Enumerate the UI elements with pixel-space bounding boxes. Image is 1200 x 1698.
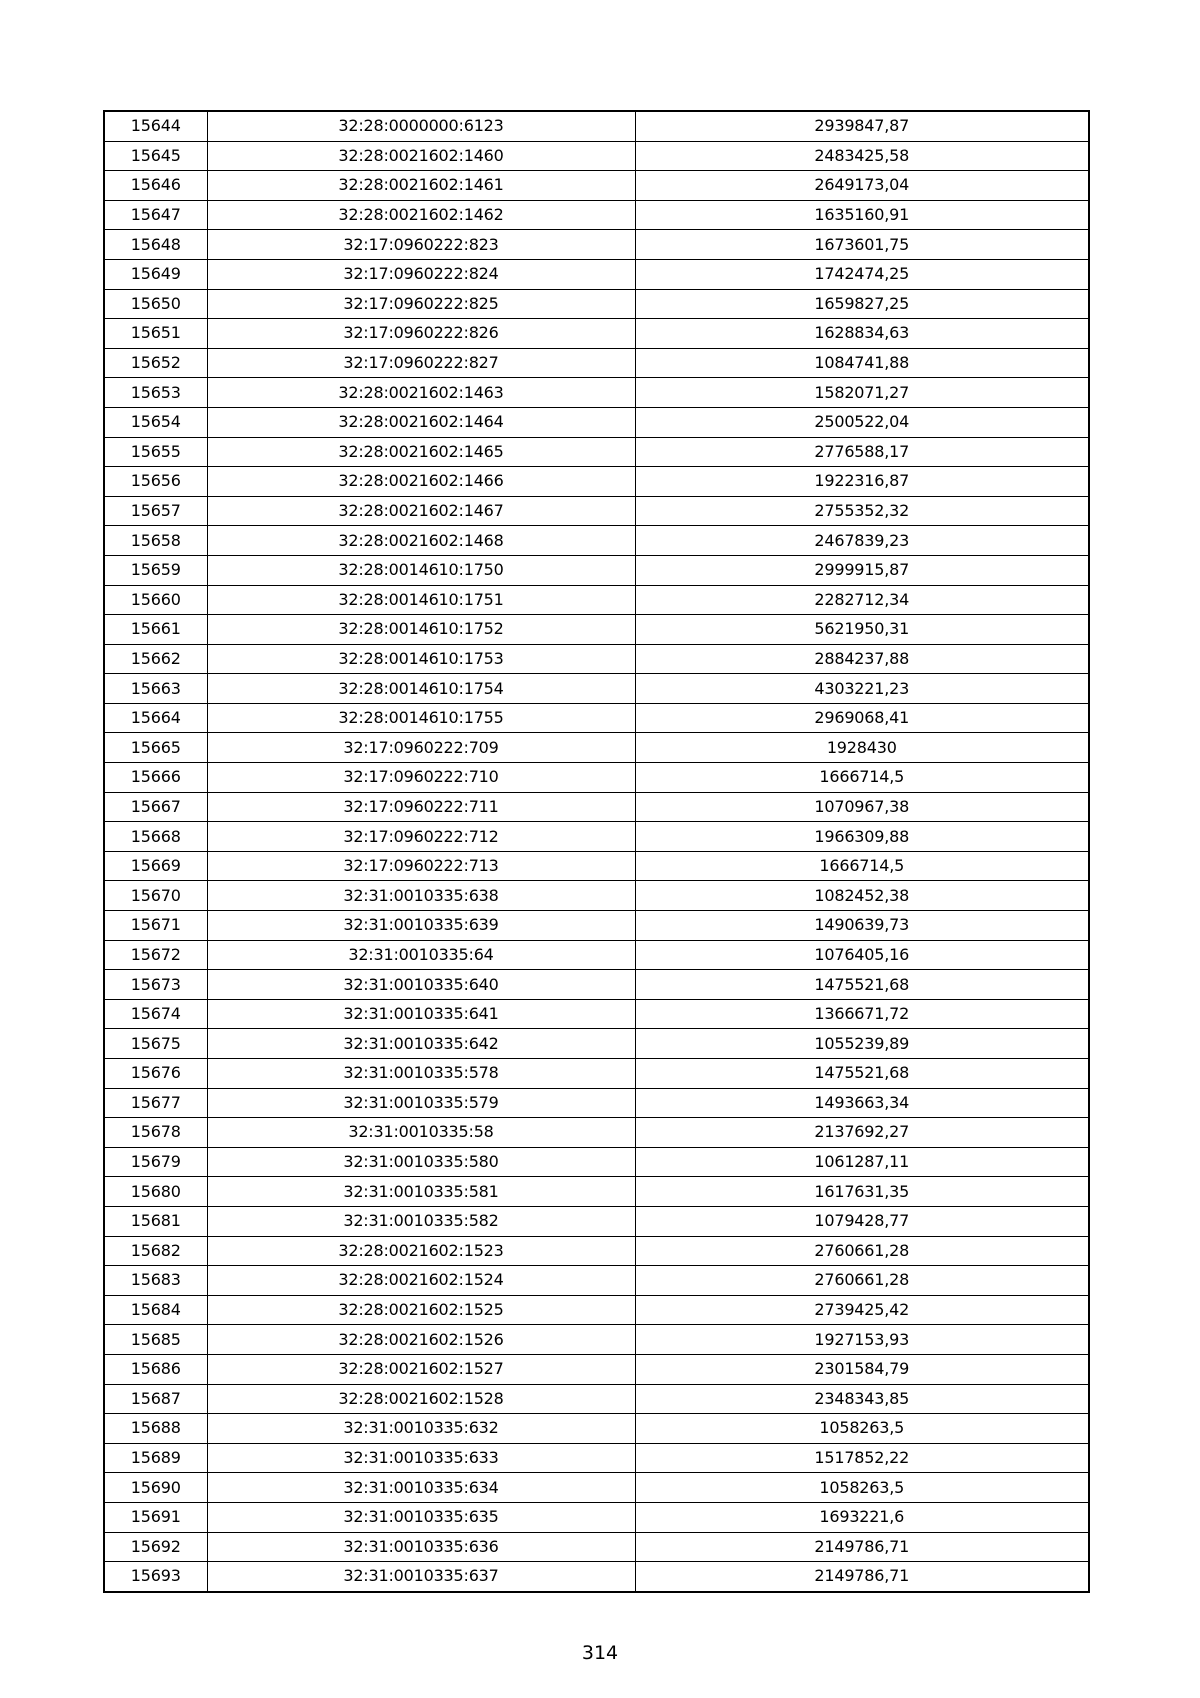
table-row (104, 1532, 1089, 1562)
table-row (104, 674, 1089, 704)
cadastral-number-cell: 32:31:0010335:64 (207, 940, 635, 970)
row-number-cell: 15676 (104, 1059, 207, 1089)
cadastral-value-cell: 1517852,22 (635, 1443, 1089, 1473)
table-row (104, 615, 1089, 645)
row-number-cell: 15682 (104, 1236, 207, 1266)
row-number-cell: 15669 (104, 851, 207, 881)
cadastral-value-cell: 2649173,04 (635, 171, 1089, 201)
table-row (104, 555, 1089, 585)
table-row (104, 763, 1089, 793)
table-row (104, 999, 1089, 1029)
row-number-cell: 15649 (104, 259, 207, 289)
cadastral-number-cell: 32:28:0021602:1464 (207, 407, 635, 437)
cadastral-value-cell: 1366671,72 (635, 999, 1089, 1029)
cadastral-number-cell: 32:31:0010335:634 (207, 1473, 635, 1503)
cadastral-number-cell: 32:28:0014610:1750 (207, 555, 635, 585)
cadastral-value-cell: 2755352,32 (635, 496, 1089, 526)
cadastral-value-cell: 2483425,58 (635, 141, 1089, 171)
table-row (104, 1443, 1089, 1473)
table-row (104, 230, 1089, 260)
cadastral-number-cell: 32:31:0010335:582 (207, 1206, 635, 1236)
cadastral-number-cell: 32:31:0010335:639 (207, 911, 635, 941)
cadastral-number-cell: 32:31:0010335:641 (207, 999, 635, 1029)
cadastral-value-cell: 1082452,38 (635, 881, 1089, 911)
cadastral-number-cell: 32:31:0010335:642 (207, 1029, 635, 1059)
cadastral-value-cell: 1742474,25 (635, 259, 1089, 289)
row-number-cell: 15693 (104, 1562, 207, 1592)
cadastral-value-cell: 1673601,75 (635, 230, 1089, 260)
cadastral-number-cell: 32:17:0960222:710 (207, 763, 635, 793)
cadastral-number-cell: 32:17:0960222:712 (207, 822, 635, 852)
cadastral-value-cell: 1058263,5 (635, 1473, 1089, 1503)
cadastral-number-cell: 32:31:0010335:578 (207, 1059, 635, 1089)
row-number-cell: 15686 (104, 1354, 207, 1384)
table-row (104, 1473, 1089, 1503)
cadastral-number-cell: 32:31:0010335:633 (207, 1443, 635, 1473)
table-row (104, 319, 1089, 349)
table-row (104, 703, 1089, 733)
table-row (104, 1384, 1089, 1414)
table-row (104, 1502, 1089, 1532)
cadastral-number-cell: 32:28:0014610:1755 (207, 703, 635, 733)
row-number-cell: 15667 (104, 792, 207, 822)
table-row (104, 1147, 1089, 1177)
row-number-cell: 15655 (104, 437, 207, 467)
row-number-cell: 15668 (104, 822, 207, 852)
row-number-cell: 15684 (104, 1295, 207, 1325)
row-number-cell: 15690 (104, 1473, 207, 1503)
cadastral-number-cell: 32:17:0960222:713 (207, 851, 635, 881)
cadastral-value-cell: 2969068,41 (635, 703, 1089, 733)
cadastral-number-cell: 32:28:0021602:1524 (207, 1266, 635, 1296)
table-row (104, 1029, 1089, 1059)
cadastral-value-cell: 2467839,23 (635, 526, 1089, 556)
cadastral-number-cell: 32:31:0010335:640 (207, 970, 635, 1000)
cadastral-number-cell: 32:28:0021602:1465 (207, 437, 635, 467)
cadastral-value-cell: 2760661,28 (635, 1266, 1089, 1296)
row-number-cell: 15687 (104, 1384, 207, 1414)
cadastral-value-cell: 2760661,28 (635, 1236, 1089, 1266)
table-row (104, 289, 1089, 319)
cadastral-value-cell: 1475521,68 (635, 970, 1089, 1000)
cadastral-number-cell: 32:28:0021602:1466 (207, 467, 635, 497)
row-number-cell: 15651 (104, 319, 207, 349)
row-number-cell: 15689 (104, 1443, 207, 1473)
table-row (104, 792, 1089, 822)
cadastral-value-cell: 1084741,88 (635, 348, 1089, 378)
row-number-cell: 15670 (104, 881, 207, 911)
cadastral-number-cell: 32:17:0960222:823 (207, 230, 635, 260)
table-row (104, 407, 1089, 437)
row-number-cell: 15685 (104, 1325, 207, 1355)
cadastral-number-cell: 32:28:0021602:1462 (207, 200, 635, 230)
row-number-cell: 15660 (104, 585, 207, 615)
row-number-cell: 15644 (104, 111, 207, 141)
cadastral-number-cell: 32:31:0010335:638 (207, 881, 635, 911)
table-row (104, 259, 1089, 289)
cadastral-number-cell: 32:31:0010335:58 (207, 1118, 635, 1148)
cadastral-value-cell: 1628834,63 (635, 319, 1089, 349)
cadastral-number-cell: 32:31:0010335:580 (207, 1147, 635, 1177)
row-number-cell: 15652 (104, 348, 207, 378)
table-row (104, 1206, 1089, 1236)
cadastral-value-cell: 1490639,73 (635, 911, 1089, 941)
table-row (104, 940, 1089, 970)
cadastral-value-cell: 1582071,27 (635, 378, 1089, 408)
cadastral-value-cell: 2301584,79 (635, 1354, 1089, 1384)
table-row (104, 733, 1089, 763)
cadastral-number-cell: 32:17:0960222:824 (207, 259, 635, 289)
cadastral-value-cell: 1061287,11 (635, 1147, 1089, 1177)
cadastral-value-cell: 1635160,91 (635, 200, 1089, 230)
row-number-cell: 15662 (104, 644, 207, 674)
table-row (104, 822, 1089, 852)
cadastral-number-cell: 32:28:0021602:1527 (207, 1354, 635, 1384)
table-row (104, 1177, 1089, 1207)
cadastral-number-cell: 32:28:0021602:1528 (207, 1384, 635, 1414)
cadastral-number-cell: 32:31:0010335:581 (207, 1177, 635, 1207)
cadastral-number-cell: 32:31:0010335:632 (207, 1414, 635, 1444)
cadastral-number-cell: 32:31:0010335:635 (207, 1502, 635, 1532)
cadastral-value-cell: 1617631,35 (635, 1177, 1089, 1207)
row-number-cell: 15680 (104, 1177, 207, 1207)
cadastral-value-cell: 1493663,34 (635, 1088, 1089, 1118)
table-row (104, 1059, 1089, 1089)
cadastral-number-cell: 32:28:0021602:1526 (207, 1325, 635, 1355)
table-row (104, 644, 1089, 674)
row-number-cell: 15679 (104, 1147, 207, 1177)
cadastral-value-cell: 1055239,89 (635, 1029, 1089, 1059)
table-row (104, 911, 1089, 941)
cadastral-value-table (103, 110, 1090, 1593)
table-row (104, 1118, 1089, 1148)
table-row (104, 1354, 1089, 1384)
cadastral-value-cell: 4303221,23 (635, 674, 1089, 704)
row-number-cell: 15678 (104, 1118, 207, 1148)
table-row (104, 171, 1089, 201)
row-number-cell: 15674 (104, 999, 207, 1029)
cadastral-value-cell: 1693221,6 (635, 1502, 1089, 1532)
cadastral-value-cell: 1070967,38 (635, 792, 1089, 822)
cadastral-number-cell: 32:28:0021602:1463 (207, 378, 635, 408)
cadastral-value-cell: 1922316,87 (635, 467, 1089, 497)
table-row (104, 1414, 1089, 1444)
table-row (104, 467, 1089, 497)
cadastral-value-cell: 2149786,71 (635, 1562, 1089, 1592)
row-number-cell: 15691 (104, 1502, 207, 1532)
cadastral-value-cell: 1058263,5 (635, 1414, 1089, 1444)
cadastral-value-cell: 1659827,25 (635, 289, 1089, 319)
cadastral-number-cell: 32:28:0021602:1525 (207, 1295, 635, 1325)
cadastral-number-cell: 32:28:0021602:1467 (207, 496, 635, 526)
table-row (104, 585, 1089, 615)
table-row (104, 1266, 1089, 1296)
table-row (104, 1236, 1089, 1266)
cadastral-number-cell: 32:28:0014610:1751 (207, 585, 635, 615)
row-number-cell: 15661 (104, 615, 207, 645)
cadastral-value-cell: 1079428,77 (635, 1206, 1089, 1236)
row-number-cell: 15646 (104, 171, 207, 201)
row-number-cell: 15688 (104, 1414, 207, 1444)
cadastral-number-cell: 32:17:0960222:827 (207, 348, 635, 378)
cadastral-number-cell: 32:28:0021602:1523 (207, 1236, 635, 1266)
row-number-cell: 15681 (104, 1206, 207, 1236)
row-number-cell: 15650 (104, 289, 207, 319)
table-row (104, 200, 1089, 230)
cadastral-value-cell: 2776588,17 (635, 437, 1089, 467)
cadastral-value-cell: 2149786,71 (635, 1532, 1089, 1562)
table-row (104, 111, 1089, 141)
cadastral-number-cell: 32:28:0014610:1754 (207, 674, 635, 704)
cadastral-number-cell: 32:28:0014610:1753 (207, 644, 635, 674)
table-row (104, 851, 1089, 881)
row-number-cell: 15658 (104, 526, 207, 556)
cadastral-number-cell: 32:31:0010335:636 (207, 1532, 635, 1562)
cadastral-number-cell: 32:17:0960222:825 (207, 289, 635, 319)
cadastral-value-cell: 1076405,16 (635, 940, 1089, 970)
row-number-cell: 15675 (104, 1029, 207, 1059)
cadastral-number-cell: 32:28:0014610:1752 (207, 615, 635, 645)
cadastral-value-cell: 5621950,31 (635, 615, 1089, 645)
cadastral-number-cell: 32:17:0960222:709 (207, 733, 635, 763)
cadastral-number-cell: 32:17:0960222:826 (207, 319, 635, 349)
row-number-cell: 15657 (104, 496, 207, 526)
row-number-cell: 15671 (104, 911, 207, 941)
cadastral-value-cell: 1666714,5 (635, 851, 1089, 881)
row-number-cell: 15648 (104, 230, 207, 260)
row-number-cell: 15656 (104, 467, 207, 497)
table-row (104, 141, 1089, 171)
table-row (104, 437, 1089, 467)
row-number-cell: 15664 (104, 703, 207, 733)
cadastral-value-cell: 2137692,27 (635, 1118, 1089, 1148)
cadastral-number-cell: 32:28:0000000:6123 (207, 111, 635, 141)
row-number-cell: 15653 (104, 378, 207, 408)
table-body (104, 111, 1089, 1592)
cadastral-value-cell: 2999915,87 (635, 555, 1089, 585)
table-row (104, 970, 1089, 1000)
cadastral-number-cell: 32:31:0010335:579 (207, 1088, 635, 1118)
row-number-cell: 15683 (104, 1266, 207, 1296)
cadastral-value-cell: 2739425,42 (635, 1295, 1089, 1325)
row-number-cell: 15666 (104, 763, 207, 793)
cadastral-value-cell: 2348343,85 (635, 1384, 1089, 1414)
row-number-cell: 15663 (104, 674, 207, 704)
cadastral-number-cell: 32:28:0021602:1460 (207, 141, 635, 171)
row-number-cell: 15692 (104, 1532, 207, 1562)
cadastral-value-cell: 2884237,88 (635, 644, 1089, 674)
cadastral-value-cell: 1928430 (635, 733, 1089, 763)
table-row (104, 378, 1089, 408)
cadastral-value-cell: 1666714,5 (635, 763, 1089, 793)
cadastral-number-cell: 32:31:0010335:637 (207, 1562, 635, 1592)
cadastral-value-cell: 2282712,34 (635, 585, 1089, 615)
table-row (104, 881, 1089, 911)
table-row (104, 1088, 1089, 1118)
cadastral-number-cell: 32:28:0021602:1461 (207, 171, 635, 201)
table-row (104, 496, 1089, 526)
cadastral-value-cell: 1475521,68 (635, 1059, 1089, 1089)
cadastral-value-cell: 2939847,87 (635, 111, 1089, 141)
row-number-cell: 15672 (104, 940, 207, 970)
row-number-cell: 15665 (104, 733, 207, 763)
cadastral-number-cell: 32:17:0960222:711 (207, 792, 635, 822)
table-row (104, 1562, 1089, 1592)
cadastral-value-cell: 2500522,04 (635, 407, 1089, 437)
table-row (104, 348, 1089, 378)
row-number-cell: 15654 (104, 407, 207, 437)
table-row (104, 1325, 1089, 1355)
cadastral-number-cell: 32:28:0021602:1468 (207, 526, 635, 556)
row-number-cell: 15645 (104, 141, 207, 171)
row-number-cell: 15659 (104, 555, 207, 585)
row-number-cell: 15673 (104, 970, 207, 1000)
table-row (104, 526, 1089, 556)
cadastral-value-cell: 1927153,93 (635, 1325, 1089, 1355)
table-row (104, 1295, 1089, 1325)
page-number: 314 (581, 1642, 619, 1664)
row-number-cell: 15647 (104, 200, 207, 230)
cadastral-value-cell: 1966309,88 (635, 822, 1089, 852)
row-number-cell: 15677 (104, 1088, 207, 1118)
